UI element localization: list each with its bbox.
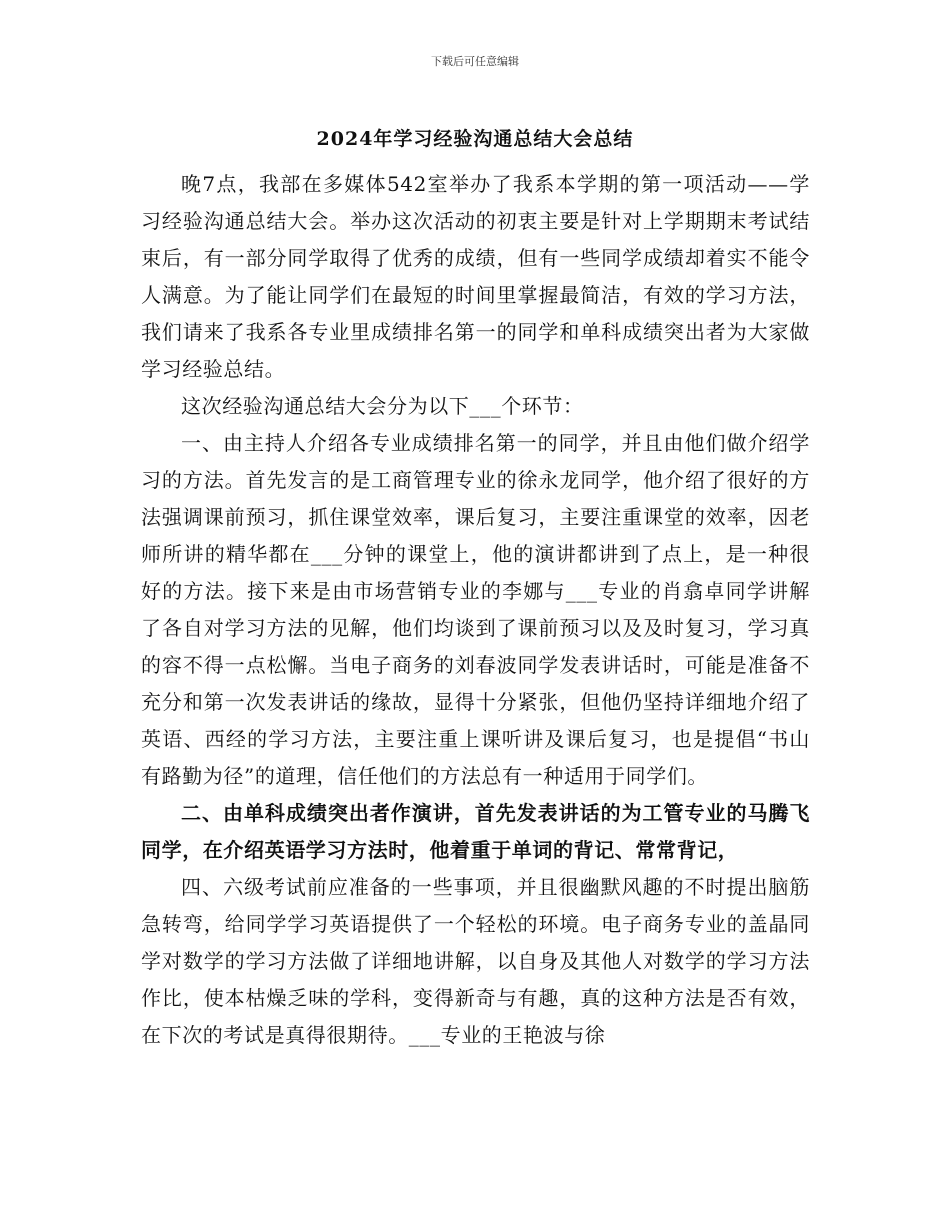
paragraph-part-one: 一、由主持人介绍各专业成绩排名第一的同学，并且由他们做介绍学习的方法。首先发言的是工商管理专业的徐永龙同学，他介绍了很好的方法强调课前预习，抓住课堂效率，课后复习，主要注重课堂的效率，因老师所讲的精华都在___分钟的课堂上，他的演讲都讲到了点上，是一种很好的方法。接下来是由市场营销专业的李娜与___专业的肖翕卓同学讲解了各自对学习方法的见解，他们均谈到了课前预习以及及时复习，学习真的容不得一点松懈。当电子商务的刘春波同学发表讲话时，可能是准备不充分和第一次发表讲话的缘故，显得十分紧张，但他仍坚持详细地介绍了英语、西经的学习方法，主要注重上课听讲及课后复习，也是提倡“书山有路勤为径”的道理，信任他们的方法总有一种适用于同学们。 <box>141 431 810 788</box>
paragraph-continuation: 四、六级考试前应准备的一些事项，并且很幽默风趣的不时提出脑筋急转弯，给同学学习英语提供了一个轻松的环境。电子商务专业的盖晶同学对数学的学习方法做了详细地讲解，以自身及其他人对数学的学习方法作比，使本枯燥乏味的学科，变得新奇与有趣，真的这种方法是否有效，在下次的考试是真得很期待。___专业的王艳波与徐 <box>141 875 810 1047</box>
paragraph-part-two: 二、由单科成绩突出者作演讲，首先发表讲话的为工管专业的马腾飞同学，在介绍英语学习方法时，他着重于单词的背记、常常背记， <box>141 801 810 862</box>
paragraph-intro: 晚7点，我部在多媒体542室举办了我系本学期的第一项活动——学习经验沟通总结大会。举办这次活动的初衷主要是针对上学期期末考试结束后，有一部分同学取得了优秀的成绩，但有一些同学成绩却着实不能令人满意。为了能让同学们在最短的时间里掌握最简洁，有效的学习方法，我们请来了我系各专业里成绩排名第一的同学和单科成绩突出者为大家做学习经验总结。 <box>141 172 810 381</box>
document-title: 2024年学习经验沟通总结大会总结 <box>316 128 634 150</box>
paragraph-sections: 这次经验沟通总结大会分为以下___个环节： <box>181 394 584 418</box>
header-note: 下载后可任意编辑 <box>431 55 519 68</box>
document-body <box>141 166 810 1054</box>
